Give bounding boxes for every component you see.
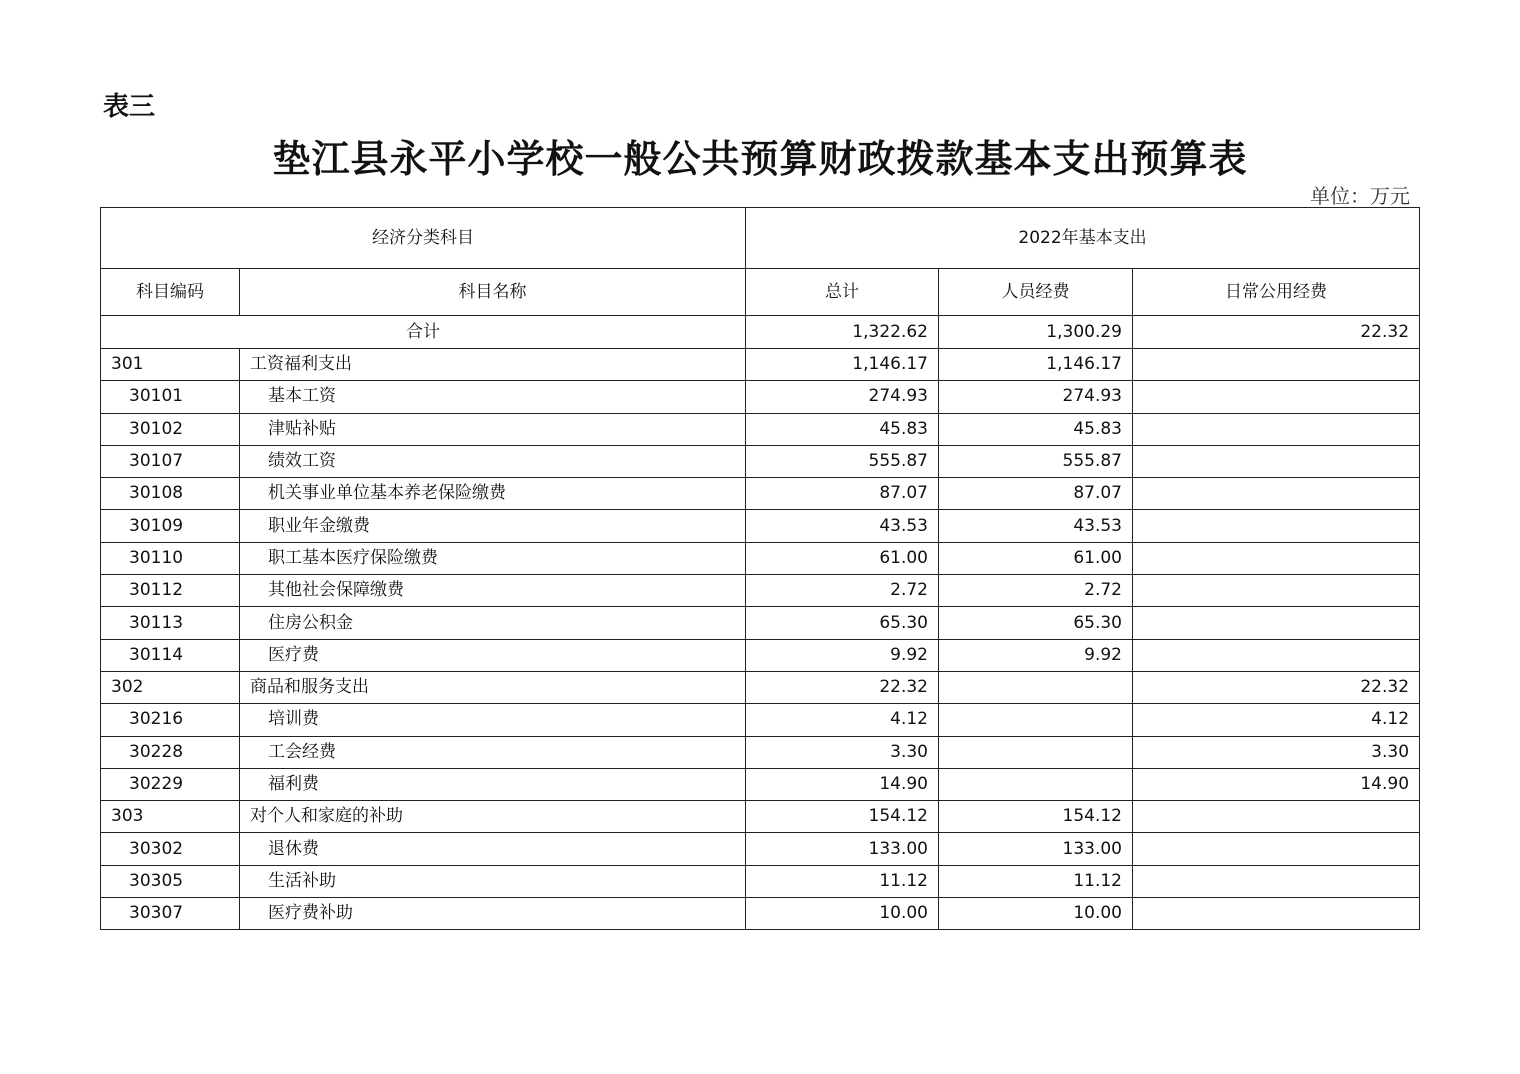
- row-code: 30302: [101, 833, 240, 865]
- table-row: [101, 833, 1420, 865]
- row-daily: [1133, 445, 1420, 477]
- row-name: 退休费: [240, 833, 746, 865]
- row-total: 154.12: [746, 801, 939, 833]
- row-total: 43.53: [746, 510, 939, 542]
- row-daily: 4.12: [1133, 704, 1420, 736]
- row-name: 绩效工资: [240, 445, 746, 477]
- row-code: 30114: [101, 639, 240, 671]
- page-title: 垫江县永平小学校一般公共预算财政拨款基本支出预算表: [272, 136, 1248, 181]
- row-code: 30102: [101, 413, 240, 445]
- row-total: 555.87: [746, 445, 939, 477]
- row-personnel: [939, 704, 1133, 736]
- total-daily: 22.32: [1133, 316, 1420, 349]
- row-name: 职工基本医疗保险缴费: [240, 542, 746, 574]
- row-personnel: [939, 671, 1133, 703]
- row-name: 福利费: [240, 768, 746, 800]
- total-personnel: 1,300.29: [939, 316, 1133, 349]
- row-personnel: 65.30: [939, 607, 1133, 639]
- row-code: 30110: [101, 542, 240, 574]
- row-daily: [1133, 349, 1420, 381]
- row-personnel: 87.07: [939, 478, 1133, 510]
- row-daily: [1133, 833, 1420, 865]
- table-row: [101, 898, 1420, 930]
- row-code: 30108: [101, 478, 240, 510]
- total-row: [101, 316, 1420, 349]
- row-total: 45.83: [746, 413, 939, 445]
- row-personnel: 1,146.17: [939, 349, 1133, 381]
- row-daily: 22.32: [1133, 671, 1420, 703]
- row-code: 302: [101, 671, 240, 703]
- table-label: 表三: [103, 92, 156, 122]
- header-daily: 日常公用经费: [1133, 269, 1420, 316]
- row-name: 生活补助: [240, 865, 746, 897]
- row-personnel: 11.12: [939, 865, 1133, 897]
- row-daily: [1133, 542, 1420, 574]
- row-daily: [1133, 865, 1420, 897]
- row-total: 22.32: [746, 671, 939, 703]
- header-code: 科目编码: [101, 269, 240, 316]
- table-row: [101, 413, 1420, 445]
- row-code: 30216: [101, 704, 240, 736]
- row-name: 商品和服务支出: [240, 671, 746, 703]
- row-total: 133.00: [746, 833, 939, 865]
- row-code: 30101: [101, 381, 240, 413]
- row-daily: [1133, 478, 1420, 510]
- table-row: [101, 575, 1420, 607]
- row-daily: [1133, 510, 1420, 542]
- budget-table: [100, 207, 1420, 930]
- row-personnel: 555.87: [939, 445, 1133, 477]
- total-label: 合计: [101, 316, 746, 349]
- row-name: 工会经费: [240, 736, 746, 768]
- row-daily: [1133, 381, 1420, 413]
- header-personnel: 人员经费: [939, 269, 1133, 316]
- row-total: 2.72: [746, 575, 939, 607]
- row-daily: [1133, 639, 1420, 671]
- row-total: 61.00: [746, 542, 939, 574]
- row-total: 274.93: [746, 381, 939, 413]
- row-name: 医疗费补助: [240, 898, 746, 930]
- row-personnel: [939, 736, 1133, 768]
- row-name: 工资福利支出: [240, 349, 746, 381]
- table-row: [101, 865, 1420, 897]
- row-code: 301: [101, 349, 240, 381]
- row-daily: [1133, 607, 1420, 639]
- row-total: 87.07: [746, 478, 939, 510]
- row-total: 3.30: [746, 736, 939, 768]
- row-name: 机关事业单位基本养老保险缴费: [240, 478, 746, 510]
- header-economic-category: 经济分类科目: [101, 208, 746, 269]
- row-name: 培训费: [240, 704, 746, 736]
- row-name: 基本工资: [240, 381, 746, 413]
- row-total: 65.30: [746, 607, 939, 639]
- row-daily: [1133, 575, 1420, 607]
- row-name: 住房公积金: [240, 607, 746, 639]
- table-row: [101, 381, 1420, 413]
- table-row: [101, 768, 1420, 800]
- table-row: [101, 349, 1420, 381]
- row-daily: [1133, 413, 1420, 445]
- row-code: 303: [101, 801, 240, 833]
- row-personnel: 133.00: [939, 833, 1133, 865]
- row-total: 1,146.17: [746, 349, 939, 381]
- row-name: 其他社会保障缴费: [240, 575, 746, 607]
- row-daily: [1133, 898, 1420, 930]
- table-row: [101, 736, 1420, 768]
- table-row: [101, 607, 1420, 639]
- row-code: 30107: [101, 445, 240, 477]
- row-name: 津贴补贴: [240, 413, 746, 445]
- row-personnel: 43.53: [939, 510, 1133, 542]
- row-personnel: 61.00: [939, 542, 1133, 574]
- row-code: 30307: [101, 898, 240, 930]
- unit-label: 单位：万元: [1310, 184, 1410, 208]
- row-total: 4.12: [746, 704, 939, 736]
- row-daily: 14.90: [1133, 768, 1420, 800]
- row-name: 对个人和家庭的补助: [240, 801, 746, 833]
- row-total: 9.92: [746, 639, 939, 671]
- row-total: 14.90: [746, 768, 939, 800]
- row-name: 医疗费: [240, 639, 746, 671]
- row-personnel: 45.83: [939, 413, 1133, 445]
- row-personnel: 154.12: [939, 801, 1133, 833]
- row-code: 30109: [101, 510, 240, 542]
- row-personnel: 2.72: [939, 575, 1133, 607]
- header-row-columns: [101, 269, 1420, 316]
- table-row: [101, 671, 1420, 703]
- row-daily: 3.30: [1133, 736, 1420, 768]
- table-row: [101, 542, 1420, 574]
- header-total: 总计: [746, 269, 939, 316]
- row-total: 10.00: [746, 898, 939, 930]
- row-code: 30228: [101, 736, 240, 768]
- header-name: 科目名称: [240, 269, 746, 316]
- table-row: [101, 801, 1420, 833]
- row-code: 30112: [101, 575, 240, 607]
- row-code: 30229: [101, 768, 240, 800]
- table-row: [101, 510, 1420, 542]
- header-row-group: [101, 208, 1420, 269]
- table-row: [101, 704, 1420, 736]
- table-row: [101, 639, 1420, 671]
- table-row: [101, 478, 1420, 510]
- total-total: 1,322.62: [746, 316, 939, 349]
- row-personnel: 274.93: [939, 381, 1133, 413]
- row-code: 30305: [101, 865, 240, 897]
- row-personnel: 10.00: [939, 898, 1133, 930]
- row-name: 职业年金缴费: [240, 510, 746, 542]
- row-personnel: 9.92: [939, 639, 1133, 671]
- table-row: [101, 445, 1420, 477]
- header-basic-expenditure: 2022年基本支出: [746, 208, 1420, 269]
- row-daily: [1133, 801, 1420, 833]
- row-personnel: [939, 768, 1133, 800]
- row-code: 30113: [101, 607, 240, 639]
- row-total: 11.12: [746, 865, 939, 897]
